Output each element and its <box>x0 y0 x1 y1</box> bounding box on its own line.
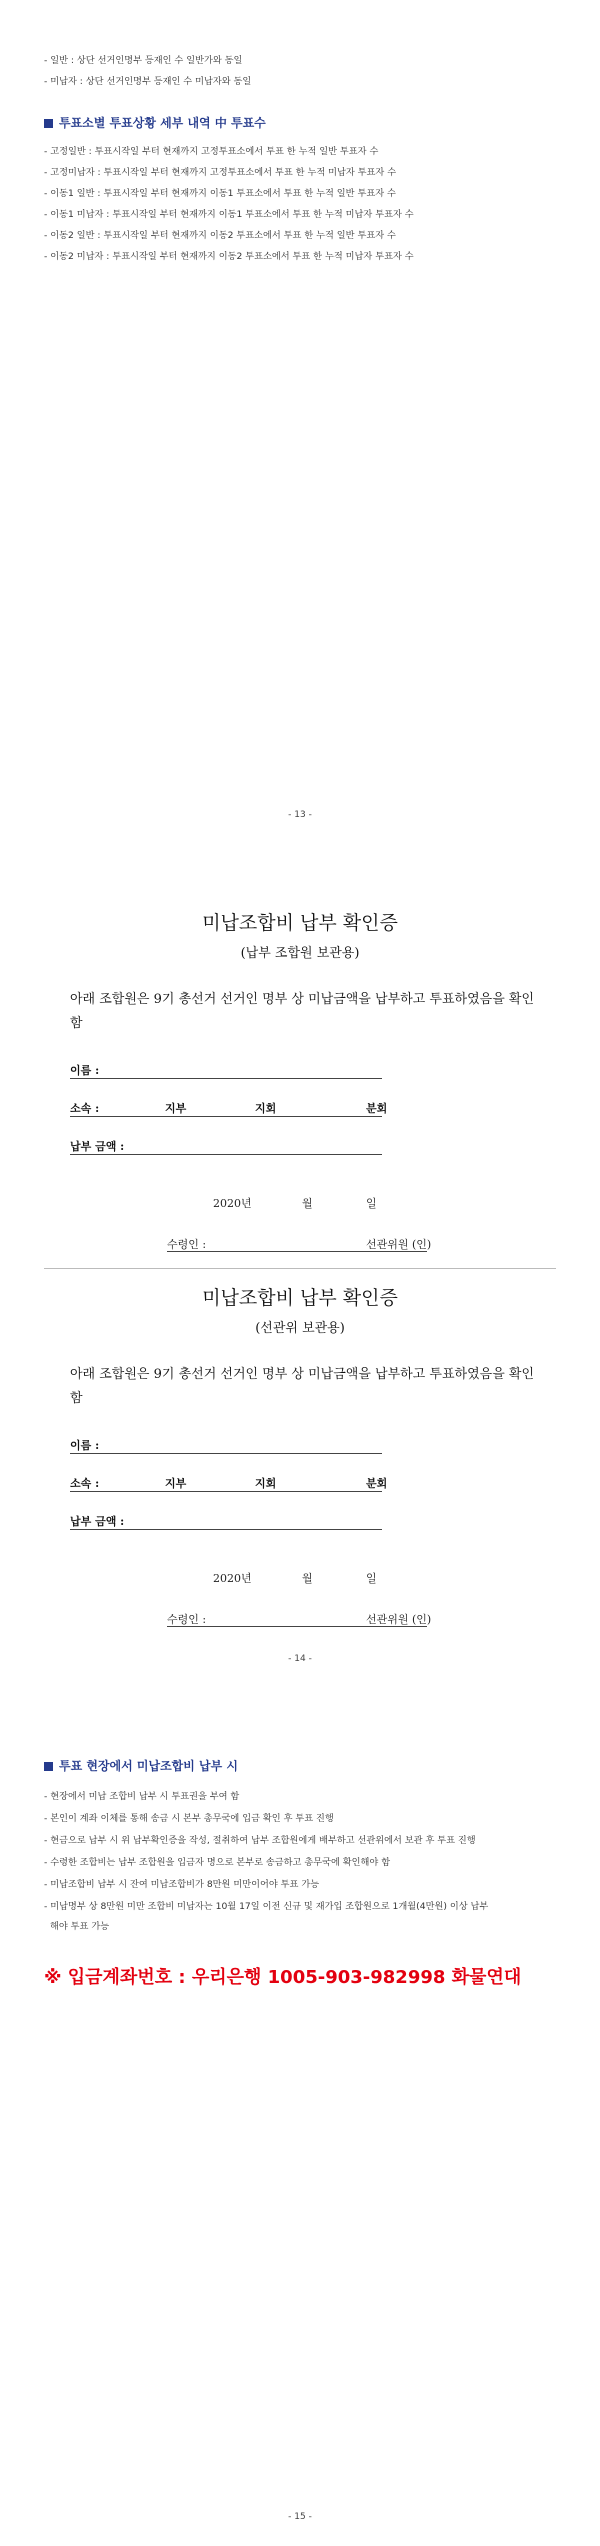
form-title: 미납조합비 납부 확인증 <box>202 912 398 934</box>
page-number: - 13 - <box>288 810 312 820</box>
section-title <box>44 114 266 131</box>
name-field[interactable] <box>70 1453 382 1454</box>
list-item: - 이동2 미납자 : 투표시작일 부터 현재까지 이동2 투표소에서 투표 한 누적 미납자 투표자 수 <box>44 251 414 262</box>
list-item: - 미납조합비 납부 시 잔여 미납조합비가 8만원 미만이어야 투표 가능 <box>44 1879 320 1890</box>
affiliation-label: 소속 : <box>70 1102 100 1115</box>
square-bullet-icon <box>44 119 53 128</box>
year-label: 2020년 <box>213 1197 252 1210</box>
form-subtitle: (선관위 보관용) <box>255 1321 345 1336</box>
day-label: 일 <box>366 1197 377 1210</box>
amount-field[interactable] <box>70 1154 382 1155</box>
amount-label: 납부 금액 : <box>70 1515 125 1528</box>
list-item: - 이동1 미납자 : 투표시작일 부터 현재까지 이동1 투표소에서 투표 한 누적 미납자 투표자 수 <box>44 209 414 220</box>
square-bullet-icon <box>44 1762 53 1771</box>
list-item: - 본인이 계좌 이체를 통해 송금 시 본부 총무국에 입금 확인 후 투표 진행 <box>44 1813 334 1824</box>
branch-label: 지부 <box>165 1477 187 1490</box>
day-label: 일 <box>366 1572 377 1585</box>
list-item: - 미납명부 상 8만원 미만 조합비 미납자는 10월 17일 이전 신규 및 재가입 조합원으로 1개월(4만원) 이상 납부 <box>44 1901 489 1912</box>
list-item: - 현금으로 납부 시 위 납부확인증을 작성, 절취하여 납부 조합원에게 배부하고 선관위에서 보관 후 투표 진행 <box>44 1835 476 1846</box>
amount-label: 납부 금액 : <box>70 1140 125 1153</box>
branch-label: 지부 <box>165 1102 187 1115</box>
amount-field[interactable] <box>70 1529 382 1530</box>
form-statement: 아래 조합원은 9기 총선거 선거인 명부 상 미납금액을 납부하고 투표하였음을 확인 함 <box>70 992 535 1031</box>
year-label: 2020년 <box>213 1572 252 1585</box>
section-title-text: 투표소별 투표상황 세부 내역 中 투표수 <box>59 116 266 130</box>
receiver-label: 수령인 : <box>167 1613 207 1626</box>
name-field[interactable] <box>70 1078 382 1079</box>
name-label: 이름 : <box>70 1064 100 1077</box>
chapter-label: 지회 <box>255 1102 277 1115</box>
receiver-label: 수령인 : <box>167 1238 207 1251</box>
chapter-label: 지회 <box>255 1477 277 1490</box>
affiliation-label: 소속 : <box>70 1477 100 1490</box>
list-item: - 수령한 조합비는 납부 조합원을 입금자 명으로 본부로 송금하고 총무국에 확인해야 함 <box>44 1857 391 1868</box>
affiliation-field[interactable] <box>70 1116 382 1117</box>
month-label: 월 <box>302 1197 313 1210</box>
form-subtitle: (납부 조합원 보관용) <box>240 946 360 961</box>
section-title <box>44 1757 238 1774</box>
division-label: 분회 <box>366 1477 388 1490</box>
affiliation-field[interactable] <box>70 1491 382 1492</box>
list-item: - 고정미납자 : 투표시작일 부터 현재까지 고정투표소에서 투표 한 누적 미납자 투표자 수 <box>44 167 397 178</box>
list-item: - 이동2 일반 : 투표시작일 부터 현재까지 이동2 투표소에서 투표 한 누적 일반 투표자 수 <box>44 230 396 241</box>
division-label: 분회 <box>366 1102 388 1115</box>
list-item: - 일반 : 상단 선거인명부 등재인 수 일반가와 동일 <box>44 55 243 66</box>
list-item: - 이동1 일반 : 투표시작일 부터 현재까지 이동1 투표소에서 투표 한 누적 일반 투표자 수 <box>44 188 396 199</box>
form-statement: 아래 조합원은 9기 총선거 선거인 명부 상 미납금액을 납부하고 투표하였음을 확인 함 <box>70 1367 535 1406</box>
cut-line <box>44 1268 556 1269</box>
account-number: ※ 입금계좌번호 : 우리은행 1005-903-982998 화물연대 <box>44 1967 522 1988</box>
officer-label: 선관위원 (인) <box>366 1613 432 1626</box>
name-label: 이름 : <box>70 1439 100 1452</box>
list-item: - 고정일반 : 투표시작일 부터 현재까지 고정투표소에서 투표 한 누적 일반 투표자 수 <box>44 146 379 157</box>
page-number: - 14 - <box>288 1654 312 1664</box>
page-number: - 15 - <box>288 2512 312 2522</box>
form-title: 미납조합비 납부 확인증 <box>202 1287 398 1309</box>
list-item: - 현장에서 미납 조합비 납부 시 투표권을 부여 함 <box>44 1791 240 1802</box>
list-item-continued: 해야 투표 가능 <box>50 1921 110 1932</box>
officer-label: 선관위원 (인) <box>366 1238 432 1251</box>
month-label: 월 <box>302 1572 313 1585</box>
section-title-text: 투표 현장에서 미납조합비 납부 시 <box>59 1759 239 1773</box>
list-item: - 미납자 : 상단 선거인명부 등재인 수 미납자와 동일 <box>44 76 252 87</box>
